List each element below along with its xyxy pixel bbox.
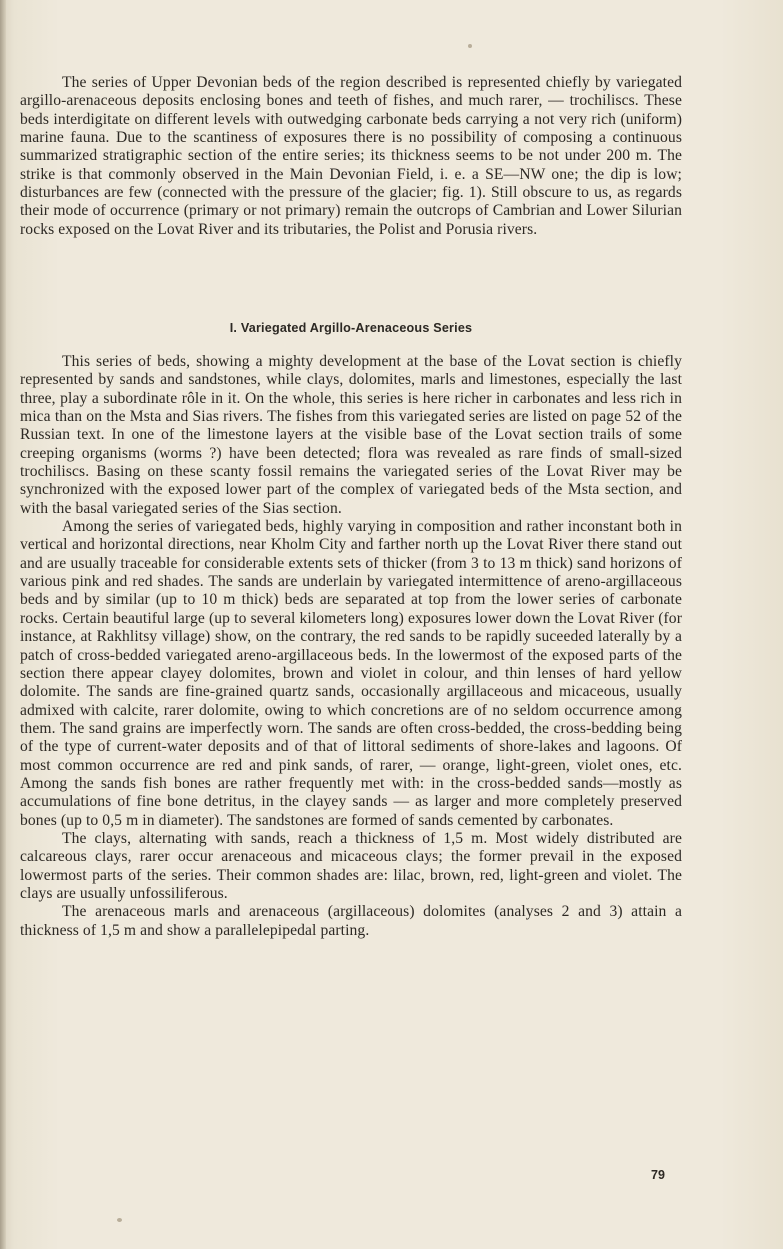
body-paragraph: This series of beds, showing a mighty development at the base of the Lovat section is chiefly represented by sands and sandstones, while clays, dolomites, marls and limestones, especially the last three, play a subordinate rôle in it. On the whole, this series is here richer in carbonates and less rich in mica than on the Msta and Sias rivers. The fishes from this variegated series are listed on page 52 of the Russian text. In one of the limestone layers at the visible base of the Lovat section trails of some creeping organisms (worms ?) have been detected; flora was revealed as rare finds of small-sized trochiliscs. Basing on these scanty fossil remains the variegated series of the Lovat River may be synchronized with the exposed lower part of the complex of variegated beds of the Msta section, and with the basal variegated series of the Sias section.	[20, 353, 682, 517]
paper-speck	[468, 44, 472, 48]
paper-speck	[117, 1218, 122, 1222]
body-paragraph: The arenaceous marls and arenaceous (argillaceous) dolomites (analyses 2 and 3) attain a thickness of 1,5 m and show a parallelepipedal parting.	[20, 903, 682, 939]
page-number: 79	[651, 1168, 665, 1182]
section-heading: I. Variegated Argillo-Arenaceous Series	[229, 321, 473, 335]
body-paragraph: The clays, alternating with sands, reach a thickness of 1,5 m. Most widely distributed are calcareous clays, rarer occur arenaceous and micaceous clays; the former prevail in the exposed lowermost parts of the series. Their common shades are: lilac, brown, red, light-green and violet. The clays are usually unfossiliferous.	[20, 829, 682, 902]
body-paragraph: Among the series of variegated beds, highly varying in composition and rather inconstant both in vertical and horizontal directions, near Kholm City and farther north up the Lovat River there stand out and are usually traceable for considerable extents sets of thicker (from 3 to 13 m thick) sand horizons of various pink and red shades. The sands are underlain by variegated intermittence of areno-argillaceous beds and by similar (up to 10 m thick) beds are separated at top from the lower series of carbonate rocks. Certain beautiful large (up to several kilometers long) exposures lower down the Lovat River (for instance, at Rakhlitsy village) show, on the contrary, the red sands to be rapidly suceeded laterally by a patch of cross-bedded variegated areno-argillaceous beds. In the lowermost of the exposed parts of the section there appear clayey dolomites, brown and violet in colour, and thin lenses of hard yellow dolomite. The sands are fine-grained quartz sands, occasionally argillaceous and micaceous, usually admixed with calcite, rarer dolomite, owing to which concretions are of no seldom occurrence among them. The sand grains are imperfectly worn. The sands are often cross-bedded, the cross-bedding being of the type of current-water deposits and of that of littoral sediments of shore-lakes and lagoons. Of most common occurrence are red and pink sands, of rarer, — orange, light-green, violet ones, etc. Among the sands fish bones are rather frequently met with: in the cross-bedded sands—mostly as accumulations of fine bone detritus, in the clayey sands — as larger and more completely preserved bones (up to 0,5 m in diameter). The sandstones are formed of sands cemented by carbonates.	[20, 518, 682, 829]
page-spine-shadow	[0, 0, 6, 1249]
section-body	[20, 353, 682, 940]
intro-paragraph: The series of Upper Devonian beds of the region described is represented chiefly by variegated argillo-arenaceous deposits enclosing bones and teeth of fishes, and much rarer, — trochiliscs. These beds interdigitate on different levels with outwedging carbonate beds carrying a not very rich (uniform) marine fauna. Due to the scantiness of exposures there is no possibility of composing a continuous summarized stratigraphic section of the entire series; its thickness seems to be not under 200 m. The strike is that commonly observed in the Main Devonian Field, i. e. a SE—NW one; the dip is low; disturbances are few (connected with the pressure of the glacier; fig. 1). Still obscure to us, as regards their mode of occurrence (primary or not primary) remain the outcrops of Cambrian and Lower Silurian rocks exposed on the Lovat River and its tributaries, the Polist and Porusia rivers.	[20, 74, 682, 238]
intro-text	[20, 74, 682, 239]
